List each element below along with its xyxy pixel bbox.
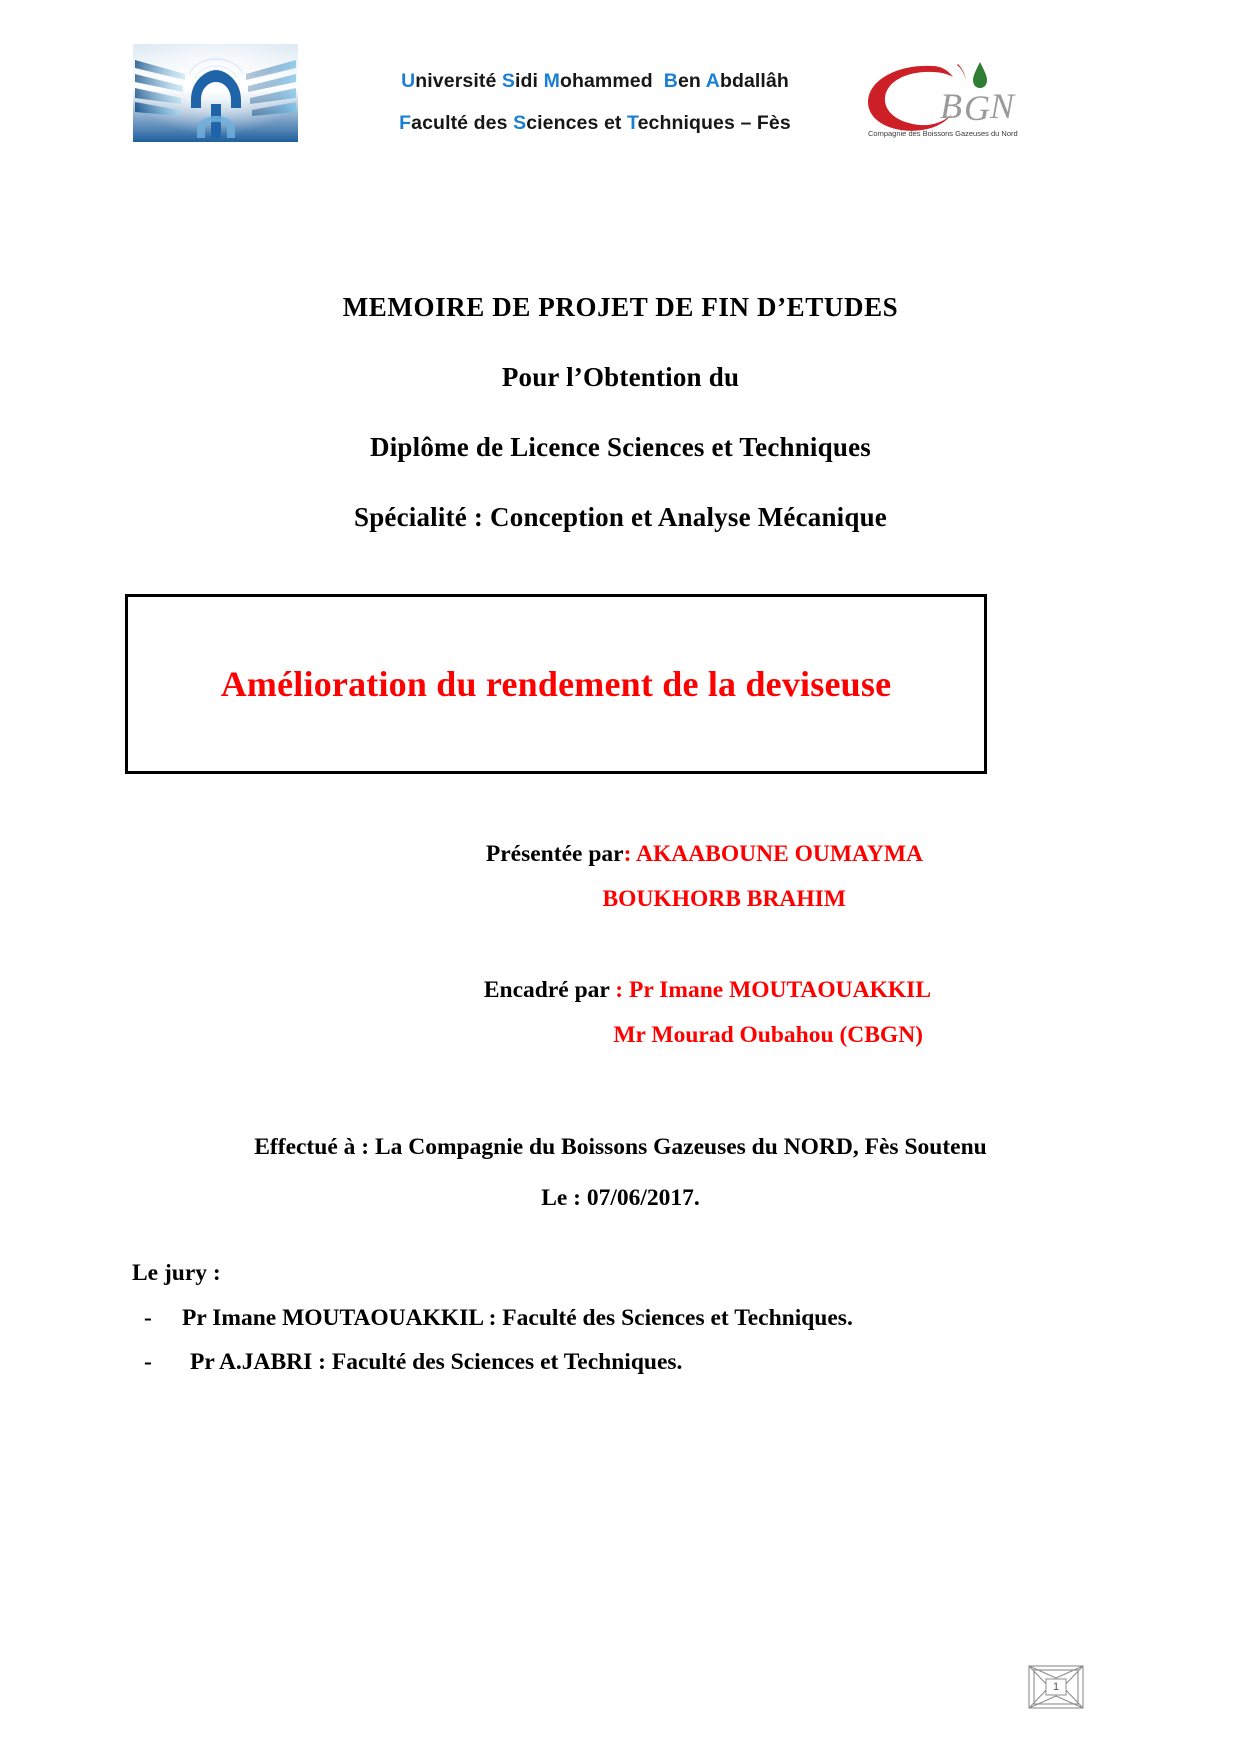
purpose-line: Pour l’Obtention du xyxy=(501,362,740,392)
svg-text:B: B xyxy=(940,86,962,126)
thesis-type-line: MEMOIRE DE PROJET DE FIN D’ETUDES xyxy=(342,292,899,322)
jury-title: Le jury : xyxy=(132,1260,221,1286)
cbgn-tagline: Compagnie des Boissons Gazeuses du Nord xyxy=(868,129,1018,138)
page-number-badge xyxy=(1027,1664,1085,1710)
svg-text:G: G xyxy=(964,88,990,128)
specialty-line: Spécialité : Conception et Analyse Mécanique xyxy=(353,502,887,532)
diploma-line: Diplôme de Licence Sciences et Techniques xyxy=(370,432,871,462)
supervised-by-line xyxy=(0,968,1241,1013)
credits-spacer xyxy=(0,922,1241,968)
jury-member-1-text: Pr Imane MOUTAOUAKKIL : Faculté des Sciences et Techniques. xyxy=(182,1305,853,1331)
author-name-2: BOUKHORB BRAHIM xyxy=(602,886,846,912)
presented-by-colon: : xyxy=(623,841,636,867)
degree-title-block xyxy=(0,272,1241,552)
jury-dash-2: - xyxy=(144,1349,152,1375)
jury-dash-1: - xyxy=(144,1305,152,1331)
svg-text:N: N xyxy=(990,86,1015,126)
jury-member-2-text: Pr A.JABRI : Faculté des Sciences et Techniques. xyxy=(190,1349,683,1375)
cbgn-company-logo xyxy=(840,46,1020,142)
author-line-2 xyxy=(0,877,1241,922)
institution-line-1: Université Sidi Mohammed Ben Abdallâh xyxy=(401,70,789,92)
author-name-1: AKAABOUNE OUMAYMA xyxy=(635,841,923,867)
project-title: Amélioration du rendement de la deviseuse xyxy=(220,664,892,704)
supervised-by-colon: : xyxy=(615,977,629,1003)
institution-line-2: Faculté des Sciences et Techniques – Fès xyxy=(399,112,791,134)
usmba-university-logo xyxy=(133,44,298,142)
internship-place-block xyxy=(0,1122,1241,1224)
supervised-by-label: Encadré par xyxy=(483,977,616,1003)
supervisor-name-1: Pr Imane MOUTAOUAKKIL xyxy=(628,977,931,1003)
jury-member-1 xyxy=(132,1296,1032,1340)
defense-date-line: Le : 07/06/2017. xyxy=(541,1185,700,1211)
presented-by-line xyxy=(0,832,1241,877)
page-number: 1 xyxy=(1052,1681,1060,1693)
credits-block xyxy=(0,832,1241,1058)
supervisor-name-2: Mr Mourad Oubahou (CBGN) xyxy=(613,1022,923,1048)
supervisor-line-2 xyxy=(0,1013,1241,1058)
jury-block xyxy=(132,1250,1032,1384)
company-line: Effectué à : La Compagnie du Boissons Gazeuses du NORD, Fès Soutenu xyxy=(254,1134,987,1160)
page-header xyxy=(125,38,1030,148)
main-title-box xyxy=(125,594,987,774)
jury-member-2 xyxy=(132,1340,1032,1384)
institution-name xyxy=(360,60,830,144)
presented-by-label: Présentée par xyxy=(485,841,624,867)
